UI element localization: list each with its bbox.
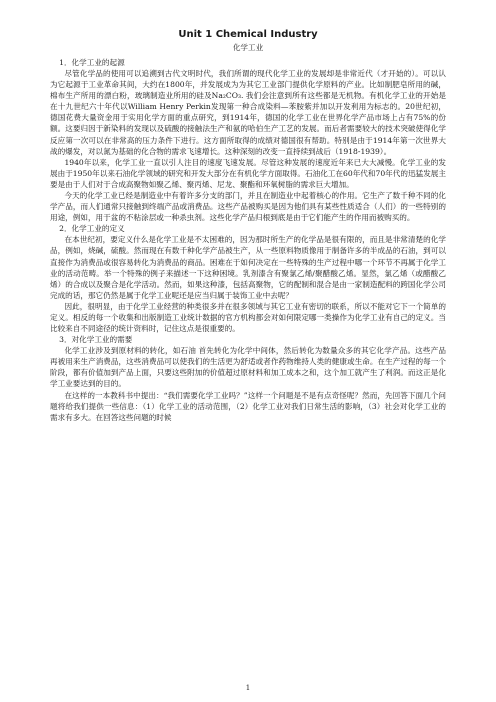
section-heading: 1．化学工业的起源 bbox=[59, 58, 125, 67]
paragraph: 在这样的一本教科书中提出：“我们需要化学工业吗？”这样一个问题是不是有点奇怪呢？然而，先回答下面几个问题将给我们提供一些信息：（1）化学工业的活动范围，（2）化学工业对我们日常生活的影响，（3）社会对化学工业的需求有多大。在回答这些问题的时候 bbox=[50, 390, 446, 422]
paragraph: 在本世纪初，要定义什么是化学工业是不太困难的，因为那时所生产的化学品是很有限的，而且是非常清楚的化学品，例如，烧碱，硫酸。然而现在有数千种化学产品被生产，从一些原料物质像用于制备许多的半成品的石油，到可以直接作为消费品或很容易转化为消费品的商品。困难在于如何决定在一些特殊的生产过程中哪一个环节不再属于化学工业的活动范畴。举一个特殊的例子来描述一下这种困境。乳剂漆含有聚氯乙烯/聚醋酸乙烯。显然，氯乙烯（或醋酸乙烯）的合成以及聚合是化学活动。然而，如果这种漆，包括高聚物，它的配制和混合是由一家制造配料的跨国化学公司完成的话，那它仍然是属于化学工业呢还是应当归属于装饰工业中去呢？ bbox=[50, 235, 446, 300]
section-heading: 2．化学工业的定义 bbox=[59, 224, 125, 234]
paragraph: 1940年以来，化学工业一直以引人注目的速度飞速发展。尽管这种发展的速度近年来已大大减慢。化学工业的发展由于1950年以来石油化学领域的研究和开发大部分在有机化学方面取得。石油化工在60年代和70年代的迅猛发展主要是由于人们对于合成高聚物如聚乙烯、聚丙烯、尼龙、聚酯和环氧树脂的需求巨大增加。 bbox=[50, 157, 446, 189]
paragraph: 尽管化学品的使用可以追溯到古代文明时代，我们所谓的现代化学工业的发展却是非常近代（才开始的）。可以认为它起源于工业革命其间，大约在1800年，并发展成为为其它工业部门提供化学原料的产业。比如制肥皂所用的碱，棉布生产所用的漂白粉，玻璃制造业所用的硅及Na₂CO₃. 我们会注意到所有这些都是无机物。有机化学工业的开始是在十九世纪六十年代以William Henry Perkin发现第一种合成染料—苯胺紫并加以开发利用为标志的。20世纪初，德国花费大量资金用于实用化学方面的重点研究，到1914年，德国的化学工业在世界化学产品市场上占有75%的份额。这要归因于新染料的发现以及硫酸的接触法生产和氨的哈伯生产工艺的发展。而后者需要较大的技术突破使得化学反应第一次可以在非常高的压力条件下进行。这方面所取得的成绩对德国很有帮助。特别是由于1914年第一次世界大战的爆发，对以氮为基础的化合物的需求飞速增长。这种深刻的改变一直持续到战后（1918-1939）。 bbox=[50, 69, 446, 156]
section-need bbox=[50, 334, 446, 423]
document-subtitle: 化学工业 bbox=[232, 43, 264, 52]
section-definition bbox=[50, 223, 446, 334]
section-origin bbox=[50, 57, 446, 223]
page-number: 1 bbox=[245, 684, 251, 692]
document-title: Unit 1 Chemical Industry bbox=[178, 29, 318, 40]
paragraph: 今天的化学工业已经是制造业中有着许多分支的部门，并且在制造业中起着核心的作用。它生产了数千种不同的化学产品，而人们通常只接触到终端产品或消费品。这些产品被购买是因为他们具有某些性质适合（人们）的一些特别的用途，例如，用于盆的不粘涂层或一种杀虫剂。这些化学产品归根到底是由于它们能产生的作用而被购买的。 bbox=[50, 191, 446, 223]
section-heading: 3．对化学工业的需要 bbox=[59, 335, 133, 345]
paragraph: 化学工业涉及到原材料的转化，如石油 首先转化为化学中间体，然后转化为数量众多的其它化学产品。这些产品再被用来生产消费品，这些消费品可以使我们的生活更为舒适或者作药物维持人类的健康或生命。在生产过程的每一个阶段，都有价值加到产品上面，只要这些附加的价值超过原材料和加工成本之和，这个加工就产生了利润。而这正是化学工业要达到的目的。 bbox=[50, 346, 446, 389]
document-page bbox=[50, 28, 446, 423]
paragraph: 因此，很明显，由于化学工业经营的种类很多并在很多领域与其它工业有密切的联系，所以不能对它下一个简单的定义。相反的每一个收集和出版制造工业统计数据的官方机构都会对如何限定哪一类操作为化学工业有自己的定义。当比较来自不同途径的统计资料时，记住这点是很重要的。 bbox=[50, 301, 446, 334]
